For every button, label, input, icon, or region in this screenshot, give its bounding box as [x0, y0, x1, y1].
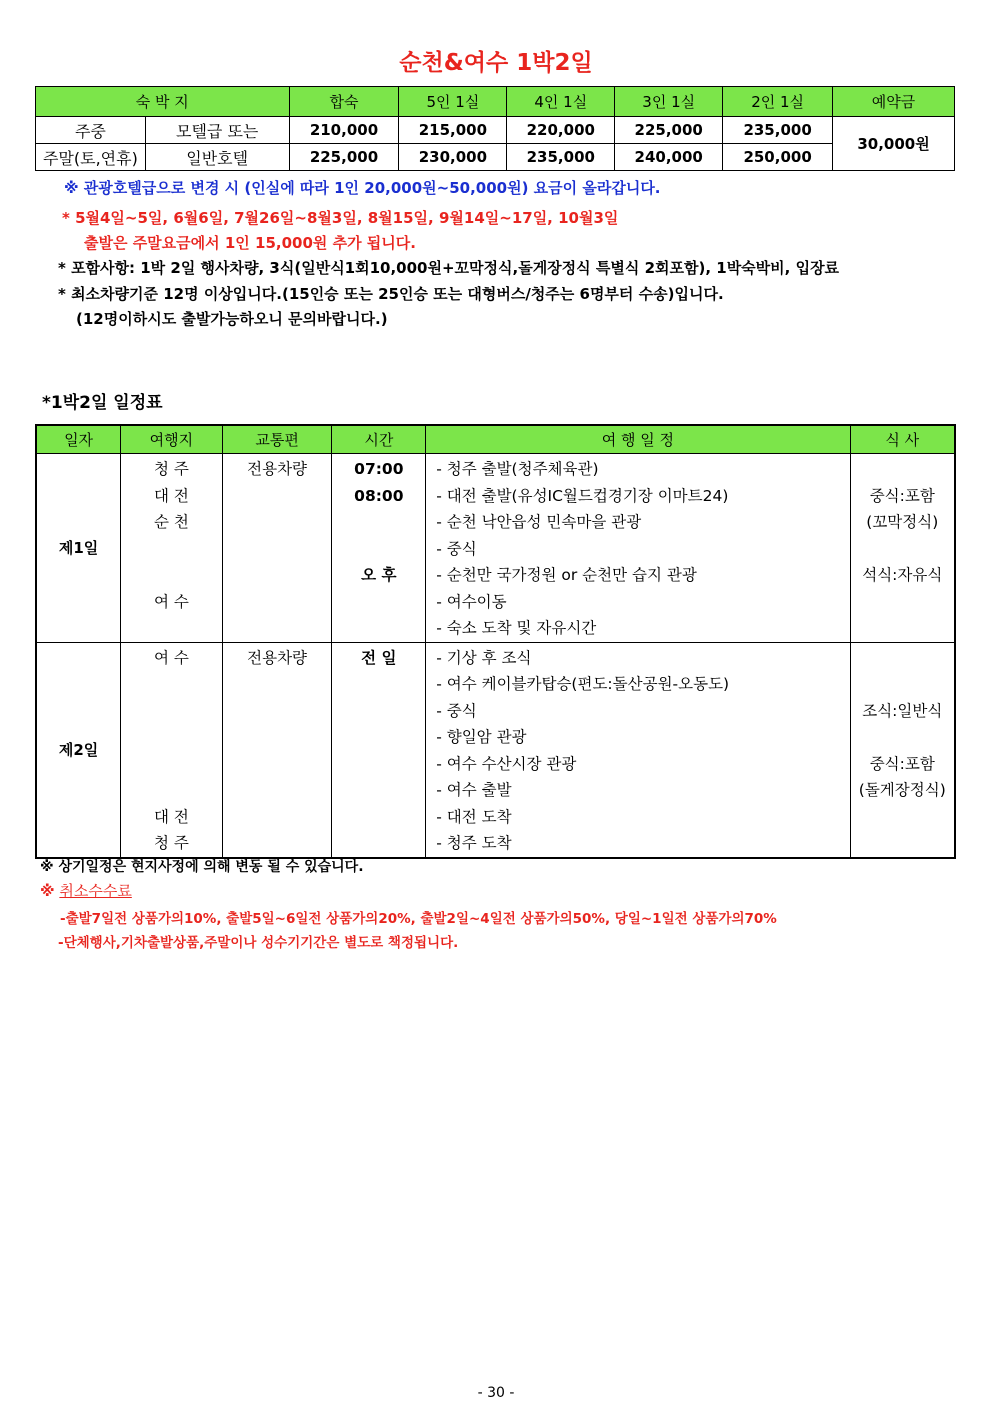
time — [332, 589, 425, 616]
price-cell: 210,000 — [289, 117, 399, 144]
transport: 전용차량 — [247, 648, 308, 667]
place: 대 전 — [153, 807, 189, 826]
day-label: 제2일 — [36, 642, 121, 858]
meal — [851, 589, 954, 616]
lodging-type-2: 일반호텔 — [145, 144, 289, 171]
meal: 석식:자유식 — [862, 566, 943, 584]
time — [332, 615, 425, 642]
surcharge-dates-note: * 5월4일~5일, 6월6일, 7월26일~8월3일, 8월15일, 9월14일~17일, 10월3일 — [62, 209, 619, 227]
schedule-title: *1박2일 일정표 — [42, 393, 163, 413]
meal — [851, 804, 954, 831]
itinerary-column — [426, 454, 850, 643]
meal — [851, 536, 954, 563]
itinerary-item: - 청주 도착 — [436, 834, 512, 852]
itinerary-item: - 여수이동 — [436, 592, 507, 611]
cancel-mark: ※ — [40, 882, 55, 900]
place — [121, 777, 222, 804]
meal: 조식:일반식 — [862, 701, 943, 720]
place — [121, 562, 222, 589]
header-transport: 교통편 — [222, 425, 332, 454]
place: 청 주 — [153, 460, 189, 478]
header-day: 일자 — [36, 425, 121, 454]
place: 여 수 — [153, 648, 189, 667]
itinerary-item: - 여수 케이블카탑승(편도:돌산공원-오동도) — [436, 675, 730, 693]
meal — [851, 830, 954, 857]
itinerary-item: - 여수 출발 — [436, 781, 512, 799]
inclusions-note: * 포함사항: 1박 2일 행사차량, 3식(일반식1회10,000원+꼬막정식,돌게장정식 특별식 2회포함), 1박숙박비, 입장료 — [58, 259, 840, 277]
header-lodging: 숙 박 지 — [36, 87, 290, 117]
price-cell: 215,000 — [399, 117, 507, 144]
itinerary-item: - 중식 — [436, 701, 477, 720]
deposit-value: 30,000원 — [833, 117, 955, 171]
meals-column — [850, 454, 955, 643]
cancel-fee-rates: -출발7일전 상품가의10%, 출발5일~6일전 상품가의20%, 출발2일~4일전 상품가의50%, 당일~1일전 상품가의70% — [60, 911, 777, 927]
page-title: 순천&여수 1박2일 — [399, 50, 593, 76]
transport-column — [222, 454, 332, 643]
place: 순 천 — [153, 513, 189, 531]
price-cell: 230,000 — [399, 144, 507, 171]
header-meal: 식 사 — [850, 425, 955, 454]
price-table — [35, 86, 955, 171]
header-5p: 5인 1실 — [399, 87, 507, 117]
surcharge-amount-note: 출발은 주말요금에서 1인 15,000원 추가 됩니다. — [84, 234, 416, 252]
itinerary-item: - 대전 출발(유성IC월드컵경기장 이마트24) — [436, 486, 729, 505]
place — [121, 724, 222, 751]
row-label-weekday: 주중 — [36, 117, 146, 144]
place — [121, 615, 222, 642]
place — [121, 698, 222, 725]
meal — [851, 671, 954, 698]
minimum-group-note: * 최소차량기준 12명 이상입니다.(15인승 또는 25인승 또는 대형버스/청주는 6명부터 수송)입니다. — [58, 285, 724, 303]
price-row-weekday — [36, 117, 955, 144]
itinerary-item: - 향일암 관광 — [436, 728, 527, 746]
header-2p: 2인 1실 — [723, 87, 833, 117]
meals-column — [850, 642, 955, 858]
places-column — [121, 642, 223, 858]
time: 오 후 — [361, 566, 397, 584]
cancel-fee-exception: -단체행사,기차출발상품,주말이나 성수기기간은 별도로 책정됩니다. — [58, 935, 459, 951]
places-column — [121, 454, 223, 643]
place: 청 주 — [153, 834, 189, 852]
place — [121, 751, 222, 778]
itinerary-item: - 순천만 국가정원 or 순천만 습지 관광 — [436, 566, 697, 584]
schedule-table — [35, 424, 956, 859]
place — [121, 536, 222, 563]
header-time: 시간 — [332, 425, 426, 454]
schedule-day-row — [36, 642, 955, 858]
itinerary-item: - 숙소 도착 및 자유시간 — [436, 619, 597, 637]
itinerary-item: - 기상 후 조식 — [436, 648, 532, 667]
time: 08:00 — [354, 486, 404, 505]
meal — [851, 645, 954, 672]
times-column — [332, 454, 426, 643]
minimum-group-subnote: (12명이하시도 출발가능하오니 문의바랍니다.) — [76, 310, 388, 328]
price-cell: 250,000 — [723, 144, 833, 171]
itinerary-column — [426, 642, 850, 858]
schedule-change-note: ※ 상기일정은 현지사정에 의해 변동 될 수 있습니다. — [40, 859, 364, 875]
price-cell: 240,000 — [615, 144, 723, 171]
itinerary-item: - 대전 도착 — [436, 807, 512, 826]
schedule-header-row — [36, 425, 955, 454]
price-cell: 220,000 — [507, 117, 615, 144]
meal — [851, 724, 954, 751]
transport-column — [222, 642, 332, 858]
itinerary-item: - 청주 출발(청주체육관) — [436, 460, 599, 478]
itinerary-item: - 여수 수산시장 관광 — [436, 754, 577, 773]
meal — [851, 615, 954, 642]
place: 여 수 — [153, 592, 189, 611]
place — [121, 671, 222, 698]
price-cell: 225,000 — [615, 117, 723, 144]
meal — [851, 456, 954, 483]
cancel-title: 취소수수료 — [59, 882, 132, 900]
cancel-title-line — [40, 880, 132, 901]
header-deposit: 예약금 — [833, 87, 955, 117]
price-cell: 225,000 — [289, 144, 399, 171]
header-itinerary: 여 행 일 정 — [426, 425, 850, 454]
lodging-type-1: 모텔급 또는 — [145, 117, 289, 144]
times-column — [332, 642, 426, 858]
hotel-upgrade-note: ※ 관광호텔급으로 변경 시 (인실에 따라 1인 20,000원~50,000원) 요금이 올라갑니다. — [64, 179, 661, 197]
transport: 전용차량 — [247, 460, 308, 478]
itinerary-item: - 순천 낙안읍성 민속마을 관광 — [436, 513, 642, 531]
header-place: 여행지 — [121, 425, 223, 454]
meal: (꼬막정식) — [866, 513, 939, 531]
header-4p: 4인 1실 — [507, 87, 615, 117]
schedule-day-row — [36, 454, 955, 643]
time: 전 일 — [361, 648, 397, 667]
itinerary-item: - 중식 — [436, 539, 477, 558]
price-header-row — [36, 87, 955, 117]
page-number: - 30 - — [477, 1385, 515, 1401]
time — [332, 536, 425, 563]
header-group: 합숙 — [289, 87, 399, 117]
day-label: 제1일 — [36, 454, 121, 643]
meal: 중식:포함 — [869, 486, 935, 505]
meal: (돌게장정식) — [858, 781, 946, 799]
price-row-weekend — [36, 144, 955, 171]
row-label-weekend: 주말(토,연휴) — [36, 144, 146, 171]
time — [332, 509, 425, 536]
price-cell: 235,000 — [723, 117, 833, 144]
meal: 중식:포함 — [869, 754, 935, 773]
price-cell: 235,000 — [507, 144, 615, 171]
time: 07:00 — [354, 460, 404, 478]
header-3p: 3인 1실 — [615, 87, 723, 117]
place: 대 전 — [153, 486, 189, 505]
